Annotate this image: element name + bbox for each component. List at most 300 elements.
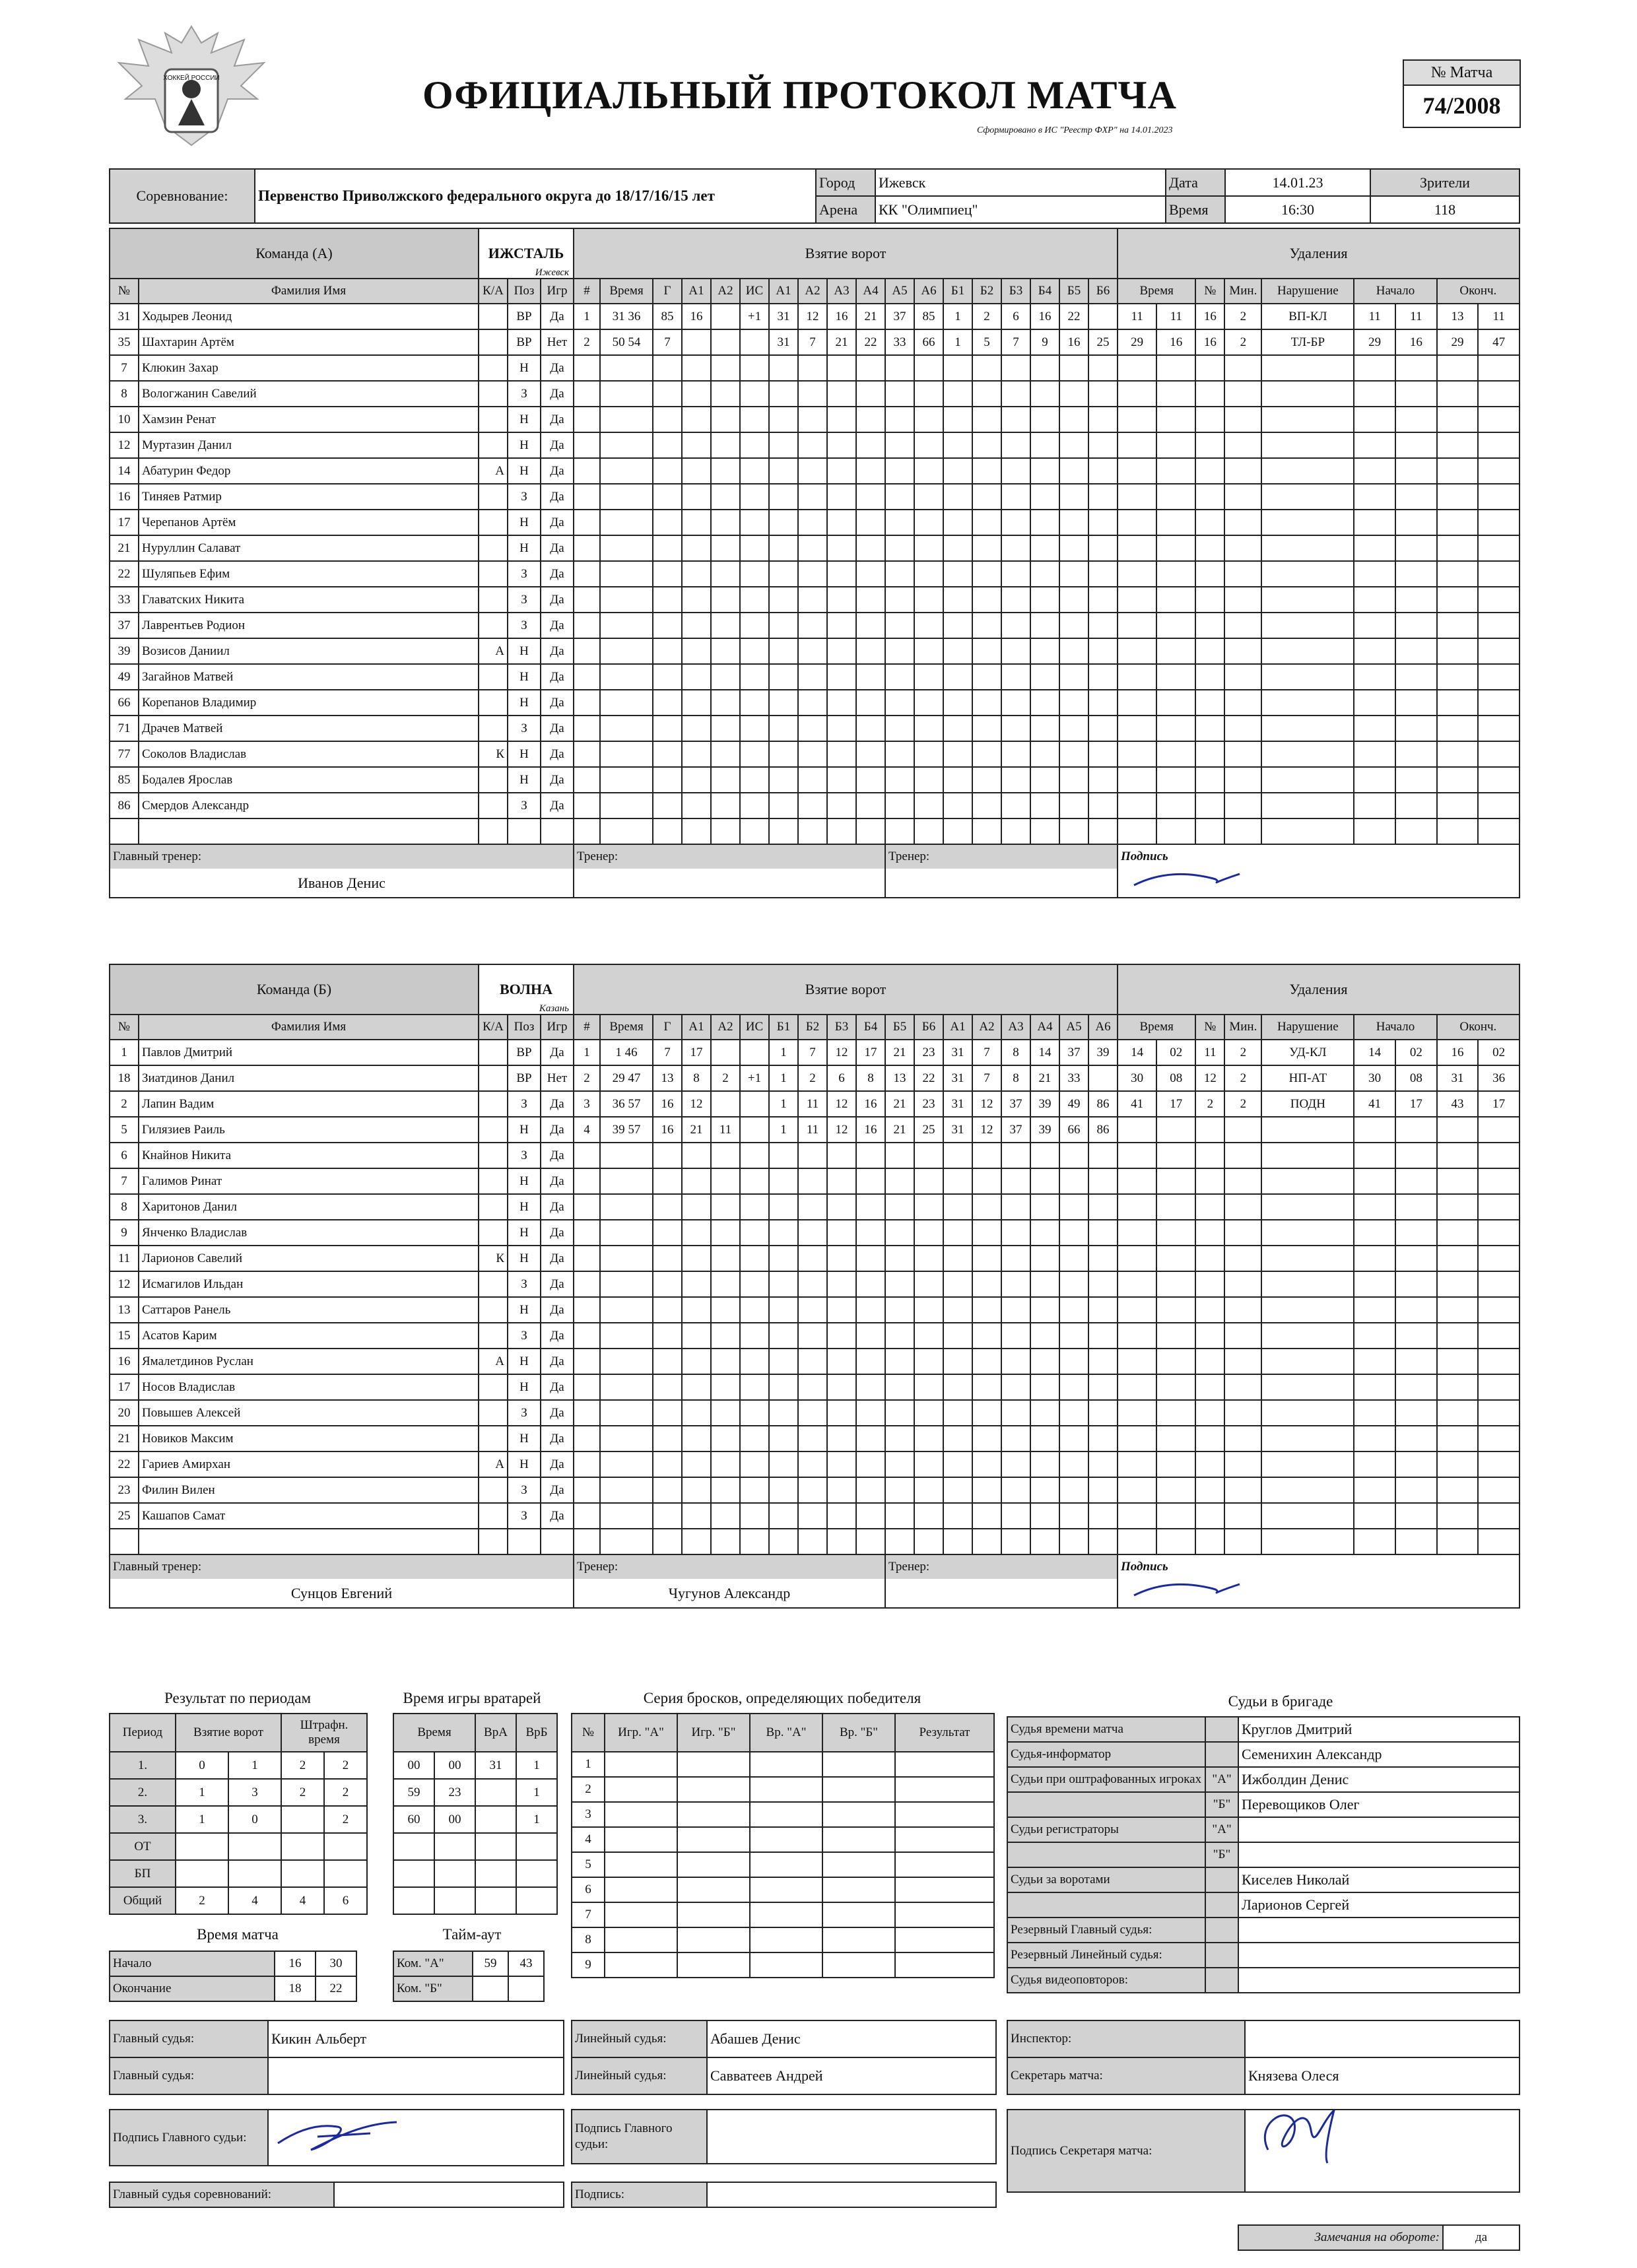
match-time-table <box>109 1951 357 2002</box>
periods-col-period: Период <box>110 1714 176 1752</box>
goal-cell: 2 <box>574 329 600 355</box>
player-row <box>110 407 1520 432</box>
timeout-title: Тайм-аут <box>442 1926 502 1943</box>
col-onice-9: Б4 <box>1030 279 1059 304</box>
player-row <box>110 1529 1520 1554</box>
col-onice-11: Б6 <box>1088 279 1118 304</box>
penalty-cell: 30 <box>1118 1065 1156 1091</box>
goal-cell: 31 <box>943 1065 972 1091</box>
period-cell: 4 <box>228 1887 281 1914</box>
player-position: Н <box>508 1117 541 1143</box>
player-played: Да <box>541 1271 574 1297</box>
coach2 <box>885 869 1118 898</box>
player-name: Асатов Карим <box>139 1323 479 1349</box>
periods-title: Результат по периодам <box>164 1690 312 1706</box>
player-row <box>110 1143 1520 1168</box>
player-number: 16 <box>110 1349 139 1374</box>
secretary-label: Секретарь матча: <box>1007 2057 1245 2094</box>
player-name: Корепанов Владимир <box>139 690 479 716</box>
penalty-cell: 43 <box>1437 1091 1479 1117</box>
goal-cell: 8 <box>682 1065 711 1091</box>
goal-cell: 1 <box>943 329 972 355</box>
goal-cell: 9 <box>1030 329 1059 355</box>
player-position: Н <box>508 1451 541 1477</box>
col-onice-8: Б3 <box>1001 279 1030 304</box>
player-name: Новиков Максим <box>139 1426 479 1451</box>
player-role <box>479 407 508 432</box>
goalie-cell <box>393 1833 434 1860</box>
player-role <box>479 304 508 329</box>
officials-table <box>1007 1716 1520 1993</box>
player-number: 85 <box>110 767 139 793</box>
player-row <box>110 458 1520 484</box>
period-cell: 2 <box>176 1887 228 1914</box>
player-number: 86 <box>110 793 139 818</box>
col-onice-0: Б1 <box>769 1015 798 1040</box>
player-position: З <box>508 1400 541 1426</box>
player-role <box>479 1374 508 1400</box>
shootout-row <box>572 1852 994 1877</box>
start-minute: 30 <box>316 1951 356 1976</box>
player-number: 1 <box>110 1040 139 1065</box>
player-role <box>479 355 508 381</box>
official-name <box>1238 1842 1520 1867</box>
goal-cell: 2 <box>574 1065 600 1091</box>
goalie-cell: 31 <box>475 1752 516 1779</box>
goal-cell: 7 <box>972 1040 1001 1065</box>
goal-cell: 7 <box>798 1040 827 1065</box>
goalie-cell <box>516 1833 557 1860</box>
official-team <box>1205 1742 1238 1767</box>
player-name: Возисов Даниил <box>139 638 479 664</box>
goal-cell <box>740 329 769 355</box>
secretary-value: Князева Олеся <box>1245 2057 1520 2094</box>
player-row <box>110 535 1520 561</box>
player-number: 6 <box>110 1143 139 1168</box>
penalty-cell: 41 <box>1354 1091 1395 1117</box>
goalie-cell <box>393 1860 434 1887</box>
shootout-title: Серия бросков, определяющих победителя <box>643 1690 921 1706</box>
player-number: 16 <box>110 484 139 510</box>
goal-cell: 21 <box>682 1117 711 1143</box>
player-name: Абатурин Федор <box>139 458 479 484</box>
player-played: Да <box>541 1194 574 1220</box>
col-onice-2: А3 <box>827 279 856 304</box>
goal-cell: 1 <box>574 304 600 329</box>
col-goal-4: А2 <box>711 1015 740 1040</box>
player-played: Да <box>541 587 574 613</box>
line-referee-label-1: Линейный судья: <box>572 2020 707 2057</box>
period-cell: 1 <box>176 1806 228 1833</box>
official-name <box>1238 1817 1520 1842</box>
player-played: Да <box>541 355 574 381</box>
player-row <box>110 1091 1520 1117</box>
remarks-value: да <box>1443 2225 1520 2250</box>
player-role <box>479 1503 508 1529</box>
player-position: З <box>508 1323 541 1349</box>
penalty-cell: 11 <box>1478 304 1520 329</box>
penalty-cell: 29 <box>1437 329 1479 355</box>
goal-cell: 7 <box>653 1040 682 1065</box>
col-onice-7: А2 <box>972 1015 1001 1040</box>
period-cell <box>281 1806 324 1833</box>
team-name-text: ИЖСТАЛЬ <box>488 245 564 261</box>
player-row <box>110 432 1520 458</box>
official-row <box>1007 1918 1520 1943</box>
shootout-row <box>572 1802 994 1827</box>
official-role: Судья времени матча <box>1007 1717 1205 1742</box>
timeout-a-min: 59 <box>473 1951 508 1976</box>
sign-label: Подпись <box>1118 1554 1520 1579</box>
player-number: 10 <box>110 407 139 432</box>
goal-cell: 31 <box>769 304 798 329</box>
player-position: Н <box>508 510 541 535</box>
player-row <box>110 1323 1520 1349</box>
goal-cell: 22 <box>856 329 885 355</box>
player-role <box>479 381 508 407</box>
team-signature <box>1118 1579 1520 1608</box>
official-row <box>1007 1867 1520 1892</box>
player-played: Да <box>541 510 574 535</box>
penalty-cell: 11 <box>1156 304 1195 329</box>
period-cell <box>324 1833 367 1860</box>
player-row <box>110 1246 1520 1271</box>
col-onice-1: А2 <box>798 279 827 304</box>
player-played: Да <box>541 381 574 407</box>
col-onice-6: Б1 <box>943 279 972 304</box>
official-team: "А" <box>1205 1767 1238 1792</box>
player-name: Загайнов Матвей <box>139 664 479 690</box>
player-position: Н <box>508 458 541 484</box>
col-ka: К/А <box>479 1015 508 1040</box>
official-name: Круглов Дмитрий <box>1238 1717 1520 1742</box>
player-number: 17 <box>110 1374 139 1400</box>
player-name: Вологжанин Савелий <box>139 381 479 407</box>
shootout-row <box>572 1877 994 1902</box>
main-referees <box>109 2020 564 2095</box>
goal-cell <box>1088 1065 1118 1091</box>
arena-label: Арена <box>816 196 875 223</box>
comp-main-referee-label: Главный судья соревнований: <box>110 2182 334 2207</box>
player-played: Да <box>541 1477 574 1503</box>
goal-cell: 85 <box>914 304 943 329</box>
player-played: Да <box>541 458 574 484</box>
penalty-cell: 31 <box>1437 1065 1479 1091</box>
goal-cell: 39 <box>1030 1117 1059 1143</box>
goalie-cell <box>475 1806 516 1833</box>
official-role: Судьи регистраторы <box>1007 1817 1205 1842</box>
goalie-cell: 00 <box>393 1752 434 1779</box>
goal-cell: 16 <box>682 304 711 329</box>
player-name: Шуляпьев Ефим <box>139 561 479 587</box>
goal-cell: 16 <box>653 1091 682 1117</box>
col-onice-9: А4 <box>1030 1015 1059 1040</box>
team-name <box>479 964 574 1015</box>
period-cell: Общий <box>110 1887 176 1914</box>
player-number: 39 <box>110 638 139 664</box>
penalty-cell: 36 <box>1478 1065 1520 1091</box>
official-role <box>1007 1842 1205 1867</box>
official-name <box>1238 1943 1520 1968</box>
team-label: Команда (А) <box>110 228 479 279</box>
periods-col-goals: Взятие ворот <box>176 1714 281 1752</box>
goal-cell: 21 <box>885 1117 914 1143</box>
shootout-table <box>571 1713 995 1978</box>
player-position: ВР <box>508 329 541 355</box>
col-pen-3: Нарушение <box>1261 1015 1354 1040</box>
team-name <box>479 228 574 279</box>
shootout-col: Вр. "Б" <box>822 1714 895 1752</box>
col-pen-4: Начало <box>1354 279 1436 304</box>
player-position: Н <box>508 407 541 432</box>
main-referee-label-1: Главный судья: <box>110 2020 268 2057</box>
col-onice-4: А5 <box>885 279 914 304</box>
goal-cell <box>740 1040 769 1065</box>
goal-cell: 12 <box>827 1091 856 1117</box>
goal-cell: 21 <box>1030 1065 1059 1091</box>
player-position: Н <box>508 767 541 793</box>
player-row <box>110 1503 1520 1529</box>
player-number: 23 <box>110 1477 139 1503</box>
official-row <box>1007 1792 1520 1817</box>
shootout-col: Вр. "А" <box>750 1714 822 1752</box>
col-goal-5: ИС <box>740 279 769 304</box>
player-position: Н <box>508 1246 541 1271</box>
player-name: Шахтарин Артём <box>139 329 479 355</box>
comp-sign-label: Подпись: <box>572 2182 707 2207</box>
player-played: Да <box>541 793 574 818</box>
col-onice-0: А1 <box>769 279 798 304</box>
official-role <box>1007 1792 1205 1817</box>
shootout-col: № <box>572 1714 605 1752</box>
goals-header: Взятие ворот <box>574 228 1118 279</box>
page-title: ОФИЦИАЛЬНЫЙ ПРОТОКОЛ МАТЧА <box>422 73 1177 117</box>
logo-text: ХОККЕЙ РОССИИ <box>163 75 220 82</box>
player-row <box>110 355 1520 381</box>
col-onice-7: Б2 <box>972 279 1001 304</box>
goalie-cell <box>393 1887 434 1914</box>
penalty-cell: 2 <box>1195 1091 1224 1117</box>
match-number-box <box>1403 59 1521 128</box>
player-position: Н <box>508 1349 541 1374</box>
player-position: Н <box>508 741 541 767</box>
team-name-text: ВОЛНА <box>499 981 553 997</box>
player-number: 31 <box>110 304 139 329</box>
col-goal-2: Г <box>653 279 682 304</box>
player-played: Да <box>541 613 574 638</box>
player-row <box>110 1194 1520 1220</box>
player-position: З <box>508 381 541 407</box>
timeout-b-label: Ком. "Б" <box>393 1976 473 2001</box>
col-pen-2: Мин. <box>1224 279 1261 304</box>
goal-cell: 86 <box>1088 1091 1118 1117</box>
player-position: З <box>508 587 541 613</box>
player-played: Да <box>541 716 574 741</box>
player-name: Нуруллин Салават <box>139 535 479 561</box>
player-role <box>479 690 508 716</box>
goal-cell: 4 <box>574 1117 600 1143</box>
player-role <box>479 1168 508 1194</box>
player-played: Да <box>541 561 574 587</box>
official-row <box>1007 1892 1520 1918</box>
official-team: "А" <box>1205 1817 1238 1842</box>
player-name: Зиатдинов Данил <box>139 1065 479 1091</box>
player-row <box>110 510 1520 535</box>
player-row <box>110 1374 1520 1400</box>
goalie-cell: 1 <box>516 1779 557 1806</box>
player-name: Смердов Александр <box>139 793 479 818</box>
player-position: ВР <box>508 304 541 329</box>
period-cell: БП <box>110 1860 176 1887</box>
goal-cell: 12 <box>972 1117 1001 1143</box>
goal-cell <box>711 1040 740 1065</box>
timeout-b-sec <box>508 1976 544 2001</box>
official-row <box>1007 1817 1520 1842</box>
player-played: Да <box>541 1246 574 1271</box>
official-role: Резервный Главный судья: <box>1007 1918 1205 1943</box>
player-name: Тиняев Ратмир <box>139 484 479 510</box>
signature-icon <box>271 2110 403 2156</box>
inspector-secretary <box>1007 2020 1520 2095</box>
player-played: Да <box>541 407 574 432</box>
player-role: А <box>479 638 508 664</box>
period-cell: 3 <box>228 1779 281 1806</box>
team-signature <box>1118 869 1520 898</box>
col-goal-5: ИС <box>740 1015 769 1040</box>
goal-cell: 17 <box>682 1040 711 1065</box>
official-name <box>1238 1968 1520 1993</box>
player-role <box>479 510 508 535</box>
player-name: Кнайнов Никита <box>139 1143 479 1168</box>
player-role <box>479 587 508 613</box>
period-cell: 2 <box>324 1779 367 1806</box>
col-pen-0: Время <box>1118 279 1195 304</box>
goalie-cell <box>434 1860 475 1887</box>
player-number: 12 <box>110 1271 139 1297</box>
goalie-cell: 23 <box>434 1779 475 1806</box>
penalty-cell: ТЛ-БР <box>1261 329 1354 355</box>
remarks-label: Замечания на обороте: <box>1238 2225 1443 2250</box>
goal-cell: 39 <box>1030 1091 1059 1117</box>
player-number: 33 <box>110 587 139 613</box>
goalie-cell <box>475 1860 516 1887</box>
goal-cell: 22 <box>1059 304 1088 329</box>
player-played: Да <box>541 1297 574 1323</box>
player-name: Филин Вилен <box>139 1477 479 1503</box>
player-role <box>479 484 508 510</box>
player-name: Ларионов Савелий <box>139 1246 479 1271</box>
col-onice-10: Б5 <box>1059 279 1088 304</box>
player-played: Да <box>541 767 574 793</box>
player-name: Ходырев Леонид <box>139 304 479 329</box>
penalty-cell: ПОДН <box>1261 1091 1354 1117</box>
penalty-cell: 16 <box>1437 1040 1479 1065</box>
penalties-header: Удаления <box>1118 964 1520 1015</box>
col-pen-5: Оконч. <box>1437 1015 1520 1040</box>
shootout-row <box>572 1902 994 1927</box>
player-played: Да <box>541 664 574 690</box>
goal-cell: 6 <box>1001 304 1030 329</box>
goal-cell: 13 <box>653 1065 682 1091</box>
sign-main-label: Подпись Главного судьи: <box>110 2110 268 2166</box>
player-number: 20 <box>110 1400 139 1426</box>
col-onice-1: Б2 <box>798 1015 827 1040</box>
goal-cell: 16 <box>856 1117 885 1143</box>
line-referee-label-2: Линейный судья: <box>572 2057 707 2094</box>
shootout-row <box>572 1827 994 1852</box>
period-cell: 1 <box>228 1752 281 1779</box>
periods-col-pim: Штрафн. время <box>281 1714 367 1752</box>
goal-cell: 21 <box>827 329 856 355</box>
goal-cell: 66 <box>914 329 943 355</box>
player-played: Да <box>541 741 574 767</box>
player-position: Н <box>508 1194 541 1220</box>
period-cell: 6 <box>324 1887 367 1914</box>
period-cell: 2 <box>281 1779 324 1806</box>
player-number: 77 <box>110 741 139 767</box>
col-onice-4: Б5 <box>885 1015 914 1040</box>
col-goal-2: Г <box>653 1015 682 1040</box>
player-role <box>479 1323 508 1349</box>
head-coach: Иванов Денис <box>110 869 574 898</box>
goal-cell: 86 <box>1088 1117 1118 1143</box>
timeout-a-sec: 43 <box>508 1951 544 1976</box>
goalie-cell: 1 <box>516 1806 557 1833</box>
main-referee-1: Кикин Альберт <box>268 2020 564 2057</box>
player-played: Да <box>541 1426 574 1451</box>
signature-icon <box>1121 869 1253 888</box>
player-played: Да <box>541 1349 574 1374</box>
period-cell: 4 <box>281 1887 324 1914</box>
penalty-cell: 08 <box>1156 1065 1195 1091</box>
player-row <box>110 638 1520 664</box>
goal-cell: 16 <box>1059 329 1088 355</box>
penalty-cell: ВП-КЛ <box>1261 304 1354 329</box>
goalie-row <box>393 1887 557 1914</box>
player-played: Да <box>541 432 574 458</box>
goal-cell: 49 <box>1059 1091 1088 1117</box>
player-played: Нет <box>541 329 574 355</box>
goal-cell: 39 57 <box>600 1117 653 1143</box>
goal-cell: 2 <box>972 304 1001 329</box>
city-label: Город <box>816 169 875 196</box>
penalty-cell: 16 <box>1195 329 1224 355</box>
penalty-cell: НП-АТ <box>1261 1065 1354 1091</box>
player-number: 35 <box>110 329 139 355</box>
player-played: Да <box>541 1117 574 1143</box>
period-cell: 2. <box>110 1779 176 1806</box>
goalie-cell: 59 <box>393 1779 434 1806</box>
col-pen-3: Нарушение <box>1261 279 1354 304</box>
player-row <box>110 741 1520 767</box>
player-position: Н <box>508 664 541 690</box>
player-number: 14 <box>110 458 139 484</box>
player-played: Да <box>541 1168 574 1194</box>
col-num: № <box>110 279 139 304</box>
player-name: Харитонов Данил <box>139 1194 479 1220</box>
penalty-cell: 16 <box>1156 329 1195 355</box>
shootout-num: 5 <box>572 1852 605 1877</box>
player-played: Да <box>541 535 574 561</box>
player-role <box>479 329 508 355</box>
penalty-cell: 2 <box>1224 329 1261 355</box>
start-label: Начало <box>110 1951 275 1976</box>
period-cell: 2 <box>324 1806 367 1833</box>
player-row <box>110 793 1520 818</box>
goal-cell: 50 54 <box>600 329 653 355</box>
player-number: 66 <box>110 690 139 716</box>
officials-title: Судьи в бригаде <box>1228 1693 1333 1710</box>
